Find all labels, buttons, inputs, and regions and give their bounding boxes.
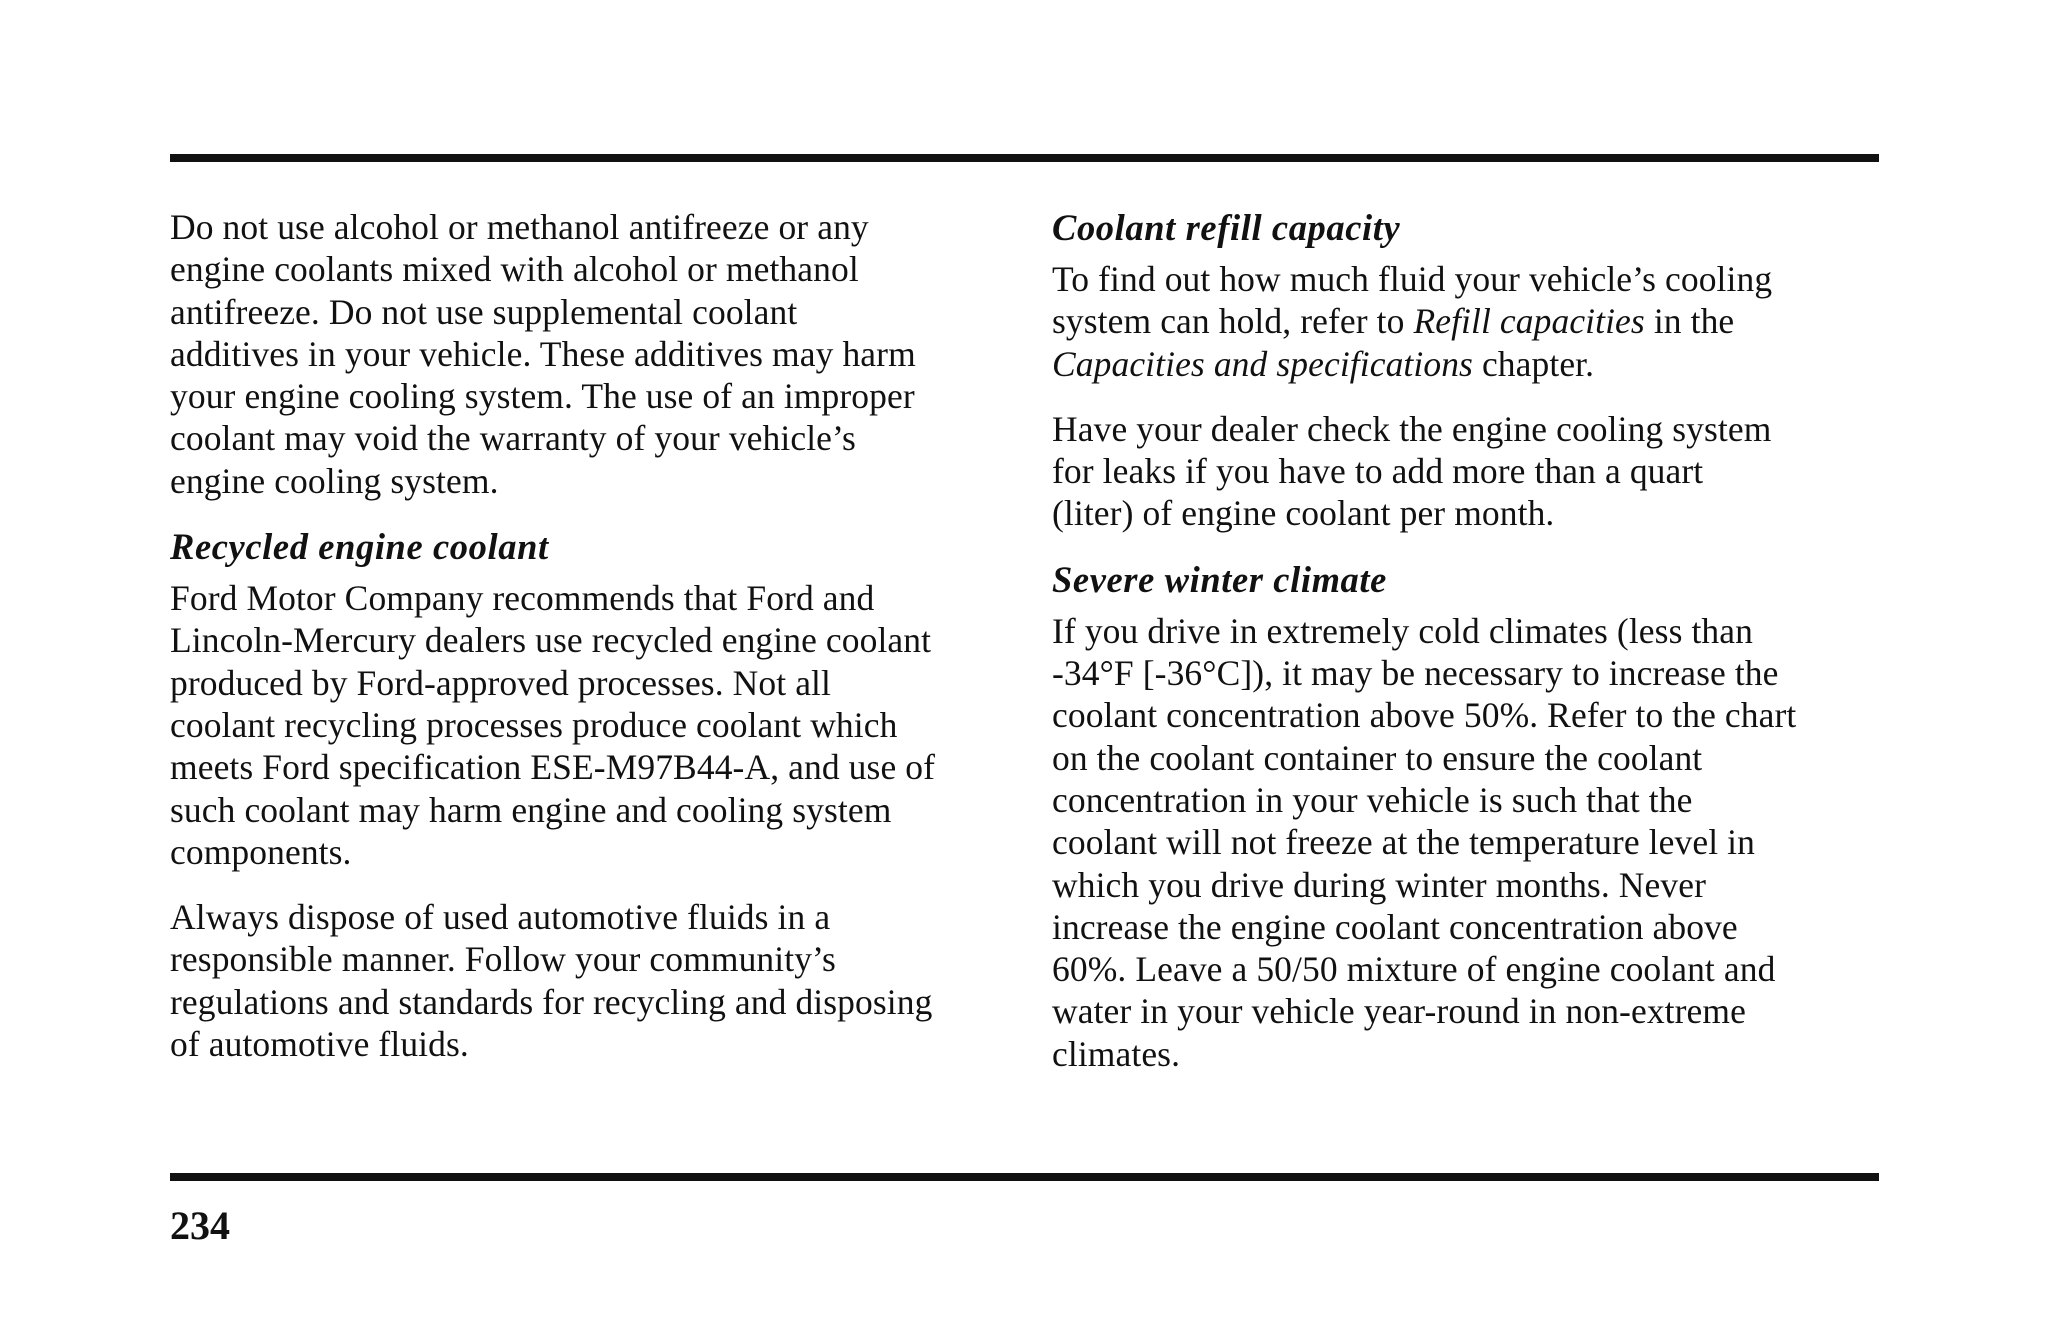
text-line: increase the engine coolant concentration above	[1052, 906, 1738, 947]
text-line: of automotive fluids.	[170, 1024, 469, 1065]
text-line: antifreeze. Do not use supplemental coolant	[170, 291, 798, 332]
text-line: coolant may void the warranty of your vehicle’s	[170, 418, 856, 459]
text-line: which you drive during winter months. Never	[1052, 864, 1707, 905]
text-line: engine cooling system.	[170, 460, 499, 501]
recycled-coolant-heading: Recycled engine coolant	[170, 526, 549, 568]
text-line: responsible manner. Follow your community’s	[170, 939, 836, 980]
text-line: produced by Ford-approved processes. Not all	[170, 662, 831, 703]
refill-capacities-reference: Refill capacities	[1413, 301, 1645, 342]
recycled-coolant-paragraph	[170, 577, 1005, 873]
leak-check-paragraph	[1052, 408, 1902, 535]
text-line: such coolant may harm engine and cooling system	[170, 789, 892, 830]
page-number: 234	[170, 1203, 230, 1248]
text-line: coolant recycling processes produce coolant which	[170, 704, 898, 745]
text-line: water in your vehicle year-round in non-extreme	[1052, 991, 1746, 1032]
text-line: To find out how much fluid your vehicle’s cooling	[1052, 259, 1773, 299]
text-line: meets Ford specification ESE-M97B44-A, and use of	[170, 747, 936, 788]
text-line: Ford Motor Company recommends that Ford and	[170, 578, 875, 619]
text-run: in the	[1644, 301, 1735, 342]
left-column	[170, 206, 1005, 1088]
refill-capacity-paragraph	[1052, 258, 1902, 385]
text-run: chapter.	[1472, 343, 1595, 384]
disposal-paragraph	[170, 896, 1005, 1065]
text-run: system can hold, refer to	[1052, 301, 1414, 342]
text-line: Lincoln-Mercury dealers use recycled engine coolant	[170, 620, 932, 661]
winter-climate-paragraph	[1052, 610, 1902, 1075]
right-column	[1052, 206, 1902, 1098]
text-line: 60%. Leave a 50/50 mixture of engine coolant and	[1052, 949, 1776, 990]
text-line: Do not use alcohol or methanol antifreeze or any	[170, 207, 869, 247]
text-line: Have your dealer check the engine cooling system	[1052, 408, 1772, 449]
text-line: engine coolants mixed with alcohol or methanol	[170, 249, 859, 290]
coolant-warning-paragraph	[170, 206, 1005, 502]
text-line: your engine cooling system. The use of an improper	[170, 376, 915, 417]
text-line: for leaks if you have to add more than a quart	[1052, 451, 1704, 492]
text-line: on the coolant container to ensure the coolant	[1052, 737, 1703, 778]
refill-capacity-heading: Coolant refill capacity	[1052, 207, 1401, 248]
text-line: coolant will not freeze at the temperature level in	[1052, 822, 1755, 863]
text-line: coolant concentration above 50%. Refer to the chart	[1052, 695, 1797, 736]
text-line: Always dispose of used automotive fluids in a	[170, 897, 831, 938]
top-rule	[170, 154, 1879, 162]
text-line	[1052, 343, 1902, 385]
bottom-rule	[170, 1173, 1879, 1181]
text-line: (liter) of engine coolant per month.	[1052, 493, 1555, 534]
text-line	[1052, 300, 1902, 342]
winter-climate-heading: Severe winter climate	[1052, 558, 1387, 600]
text-line: climates.	[1052, 1033, 1181, 1074]
text-line: concentration in your vehicle is such that the	[1052, 779, 1693, 820]
text-line: additives in your vehicle. These additives may harm	[170, 333, 916, 374]
capacities-chapter-reference: Capacities and specifications	[1052, 343, 1473, 384]
text-line: components.	[170, 831, 352, 872]
text-line: regulations and standards for recycling and disposing	[170, 981, 933, 1022]
text-line: -34°F [-36°C]), it may be necessary to increase the	[1052, 653, 1779, 694]
text-line: If you drive in extremely cold climates (less than	[1052, 610, 1753, 651]
